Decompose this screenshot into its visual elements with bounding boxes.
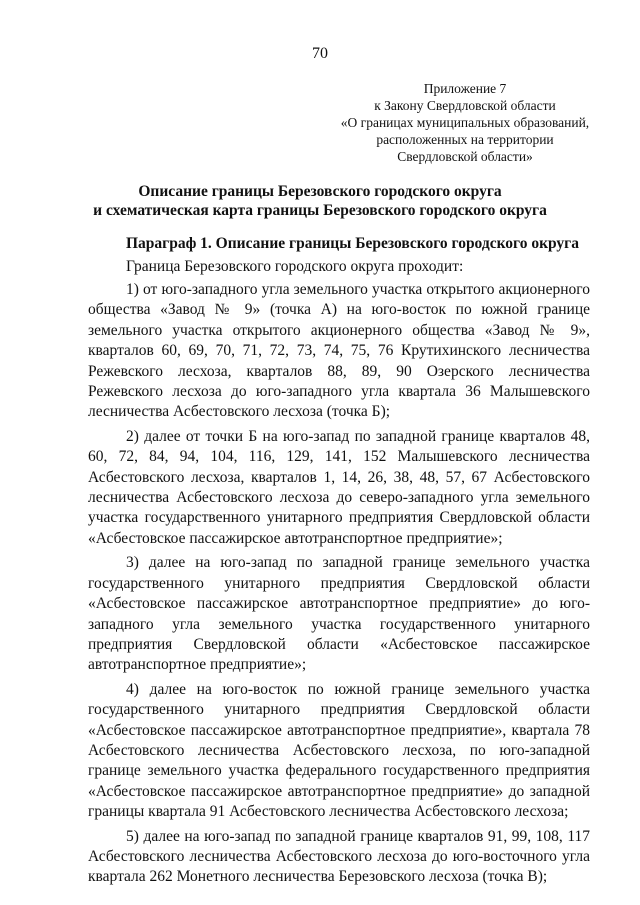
appendix-line: Приложение 7: [423, 81, 507, 96]
boundary-item-3: 3) далее на юго-запад по западной границе земельного участка государственного унитарного предприятия Свердловской области «Асбестовское пассажирское автотранспортное предприятие» до юго-западного угла земельного участка государственного унитарного предприятия Свердловской области «Асбестовское пассажирское автотранспортное предприятие»;: [88, 554, 590, 674]
document-title-line2: и схематическая карта границы Березовского городского округа: [93, 202, 547, 219]
document-title-line1: Описание границы Березовского городского округа: [138, 183, 502, 200]
boundary-item-1: 1) от юго-западного угла земельного участка открытого акционерного общества «Завод № 9» (точка А) на юго-восток по южной границе земельного участка открытого акционерного общества «Завод № 9», кварталов 60, 69, 70, 71, 72, 73, 74, 75, 76 Крутихинского лесничества Режевского лесхоза, кварталов 88, 89, 90 Озерского лесничества Режевского лесхоза до юго-западного угла квартала 36 Малышевского лесничества Асбестовского лесхоза (точка Б);: [88, 281, 590, 421]
appendix-line: к Закону Свердловской области: [374, 98, 556, 113]
page-number: 70: [312, 45, 328, 62]
boundary-description-list: [88, 280, 590, 892]
boundary-item-4: 4) далее на юго-восток по южной границе земельного участка государственного унитарного предприятия Свердловской области «Асбестовское пассажирское автотранспортное предприятие», квартала 78 Асбестовского лесничества Асбестовского лесхоза, по юго-западной границе земельного участка федерального государственного предприятия «Асбестовское пассажирское автотранспортное предприятие» до западной границы квартала 91 Асбестовского лесничества Асбестовского лесхоза;: [88, 680, 590, 821]
boundary-item-5: 5) далее на юго-запад по западной границе кварталов 91, 99, 108, 117 Асбестовского лесничества Асбестовского лесхоза до юго-восточного угла квартала 262 Монетного лесничества Березовского лесхоза (точка В);: [88, 827, 590, 886]
intro-text: Граница Березовского городского округа проходит:: [126, 258, 464, 275]
appendix-line: расположенных на территории: [376, 132, 554, 147]
document-title: [0, 182, 640, 220]
appendix-line: «О границах муниципальных образований,: [340, 115, 590, 130]
appendix-reference: [330, 80, 600, 165]
paragraph-heading: Параграф 1. Описание границы Березовского городского округа: [126, 235, 579, 252]
boundary-item-2: 2) далее от точки Б на юго-запад по западной границе кварталов 48, 60, 72, 84, 94, 104, 116, 129, 141, 152 Малышевского лесничества Асбестовского лесхоза, кварталов 1, 14, 26, 38, 48, 57, 67 Асбестовского лесничества Асбестовского лесхоза до северо-западного угла земельного участка государственного унитарного предприятия Свердловской области «Асбестовское пассажирское автотранспортное предприятие»;: [88, 427, 590, 547]
appendix-line: Свердловской области»: [397, 149, 533, 164]
